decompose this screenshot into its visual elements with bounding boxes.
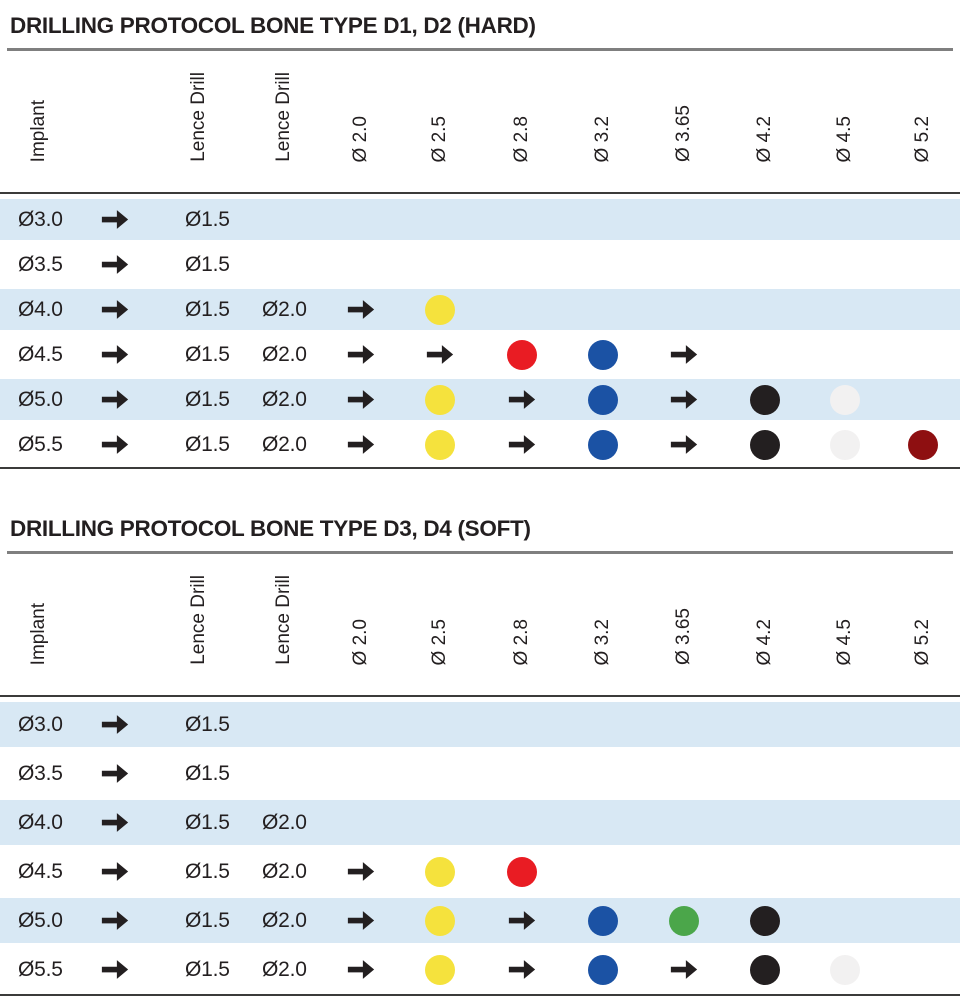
cell-arrow — [322, 377, 399, 422]
cell-empty — [322, 197, 399, 242]
cell-arrow — [78, 847, 152, 896]
right-arrow-icon — [425, 343, 455, 366]
drill-dot-darkred — [908, 430, 938, 460]
cell-arrow — [78, 242, 152, 287]
right-arrow-icon — [100, 343, 130, 366]
cell-arrow — [78, 945, 152, 994]
cell-empty — [885, 700, 960, 749]
cell-empty — [643, 197, 724, 242]
table-row — [0, 332, 960, 377]
column-header — [245, 51, 322, 192]
cell-arrow — [78, 197, 152, 242]
drill-dot-blue — [588, 430, 618, 460]
table-bottom-divider — [0, 467, 960, 469]
cell-arrow — [78, 798, 152, 847]
column-header-label: Ø 3.2 — [591, 115, 613, 162]
cell-empty — [724, 242, 805, 287]
cell-text: Ø1.5 — [185, 387, 230, 411]
cell-dot — [805, 377, 885, 422]
cell-text: Ø4.0 — [18, 810, 63, 834]
cell-dot — [481, 847, 562, 896]
cell-arrow — [78, 287, 152, 332]
column-header-label: Ø 2.0 — [349, 115, 371, 162]
cell-empty — [481, 700, 562, 749]
table-row — [0, 422, 960, 467]
column-header-label: Ø 3.65 — [672, 104, 694, 162]
cell-empty — [481, 749, 562, 798]
drill-dot-blue — [588, 906, 618, 936]
cell-empty — [322, 700, 399, 749]
table-row — [0, 798, 960, 847]
right-arrow-icon — [669, 343, 699, 366]
cell-arrow — [322, 287, 399, 332]
cell-dot — [399, 896, 481, 945]
cell-dot — [562, 332, 643, 377]
column-header-label: Ø 2.5 — [429, 115, 450, 162]
cell-text: Ø2.0 — [262, 859, 307, 883]
column-header — [562, 51, 643, 192]
cell-empty — [885, 798, 960, 847]
cell-arrow — [78, 332, 152, 377]
column-header — [481, 51, 562, 192]
column-header-label: Implant — [28, 99, 49, 162]
drill-dot-yellow — [425, 385, 455, 415]
cell-empty — [562, 798, 643, 847]
right-arrow-icon — [346, 958, 376, 981]
column-header-label: Ø 2.8 — [510, 618, 532, 665]
drill-dot-white — [830, 385, 860, 415]
right-arrow-icon — [100, 860, 130, 883]
cell-empty — [885, 287, 960, 332]
drill-dot-white — [830, 430, 860, 460]
cell-dot — [399, 945, 481, 994]
column-header — [322, 51, 399, 192]
table-row — [0, 847, 960, 896]
cell-arrow — [78, 896, 152, 945]
drill-dot-yellow — [425, 430, 455, 460]
cell-text: Ø1.5 — [185, 712, 230, 736]
cell-text: Ø5.0 — [18, 387, 63, 411]
cell-empty — [805, 749, 885, 798]
cell-empty — [399, 749, 481, 798]
cell-text: Ø5.5 — [18, 432, 63, 456]
cell-empty — [724, 197, 805, 242]
cell-empty — [643, 287, 724, 332]
cell-dot — [399, 287, 481, 332]
cell-empty — [562, 749, 643, 798]
table-header-row — [0, 554, 960, 695]
cell-empty — [805, 847, 885, 896]
cell-empty — [245, 197, 322, 242]
cell-arrow — [322, 896, 399, 945]
right-arrow-icon — [507, 388, 537, 411]
cell-empty — [481, 798, 562, 847]
cell-arrow — [78, 422, 152, 467]
cell-empty — [885, 377, 960, 422]
cell-text: Ø3.5 — [18, 761, 63, 785]
cell-text: Ø1.5 — [185, 207, 230, 231]
cell-empty — [724, 798, 805, 847]
cell-empty — [724, 332, 805, 377]
table-row — [0, 896, 960, 945]
cell-text: Ø1.5 — [185, 859, 230, 883]
cell-dot — [724, 896, 805, 945]
protocol-table-soft — [0, 503, 960, 996]
column-header — [152, 51, 245, 192]
cell-empty — [562, 242, 643, 287]
right-arrow-icon — [507, 433, 537, 456]
cell-empty — [245, 749, 322, 798]
cell-arrow — [78, 749, 152, 798]
right-arrow-icon — [100, 253, 130, 276]
cell-text: Ø2.0 — [262, 908, 307, 932]
cell-empty — [562, 287, 643, 332]
drill-dot-yellow — [425, 955, 455, 985]
table-body — [0, 194, 960, 467]
column-header-label: Lence Drill — [272, 575, 294, 665]
cell-empty — [643, 242, 724, 287]
column-header-label: Ø 2.0 — [349, 618, 371, 665]
table-row — [0, 377, 960, 422]
cell-dot — [562, 377, 643, 422]
column-header-label: Ø 4.5 — [834, 115, 855, 162]
cell-empty — [245, 242, 322, 287]
column-header-label: Lence Drill — [272, 72, 294, 162]
column-header — [322, 554, 399, 695]
drill-dot-blue — [588, 955, 618, 985]
cell-arrow — [481, 377, 562, 422]
cell-dot — [562, 896, 643, 945]
cell-arrow — [399, 332, 481, 377]
table-row — [0, 287, 960, 332]
cell-empty — [885, 847, 960, 896]
drill-dot-yellow — [425, 906, 455, 936]
cell-dot — [399, 422, 481, 467]
drill-dot-blue — [588, 385, 618, 415]
cell-dot — [724, 945, 805, 994]
cell-dot — [724, 422, 805, 467]
cell-empty — [562, 847, 643, 896]
cell-text: Ø2.0 — [262, 387, 307, 411]
column-header — [724, 51, 805, 192]
right-arrow-icon — [346, 860, 376, 883]
drill-dot-red — [507, 340, 537, 370]
right-arrow-icon — [346, 343, 376, 366]
column-header — [643, 51, 724, 192]
cell-empty — [724, 700, 805, 749]
cell-text: Ø5.5 — [18, 957, 63, 981]
drill-dot-white — [830, 955, 860, 985]
column-header — [481, 554, 562, 695]
cell-empty — [885, 896, 960, 945]
cell-text: Ø5.0 — [18, 908, 63, 932]
cell-text: Ø1.5 — [185, 908, 230, 932]
cell-arrow — [78, 700, 152, 749]
cell-text: Ø1.5 — [185, 252, 230, 276]
cell-dot — [481, 332, 562, 377]
cell-empty — [885, 945, 960, 994]
cell-text: Ø1.5 — [185, 342, 230, 366]
column-header — [805, 51, 885, 192]
right-arrow-icon — [100, 433, 130, 456]
column-header-label: Ø 4.2 — [753, 115, 775, 162]
cell-empty — [805, 197, 885, 242]
cell-empty — [805, 287, 885, 332]
right-arrow-icon — [669, 958, 699, 981]
cell-arrow — [643, 377, 724, 422]
cell-empty — [805, 896, 885, 945]
column-header-label: Ø 3.65 — [672, 607, 694, 665]
cell-dot — [805, 422, 885, 467]
cell-arrow — [643, 945, 724, 994]
column-header — [643, 554, 724, 695]
column-header — [245, 554, 322, 695]
table-row — [0, 242, 960, 287]
column-header — [885, 51, 960, 192]
column-header — [78, 554, 152, 695]
cell-text: Ø4.0 — [18, 297, 63, 321]
cell-text: Ø2.0 — [262, 342, 307, 366]
cell-empty — [885, 242, 960, 287]
cell-text: Ø4.5 — [18, 859, 63, 883]
column-header-label: Ø 4.5 — [834, 618, 855, 665]
drill-dot-black — [750, 430, 780, 460]
column-header-label: Lence Drill — [187, 72, 209, 162]
right-arrow-icon — [346, 388, 376, 411]
cell-empty — [724, 287, 805, 332]
column-header-label: Ø 3.2 — [591, 618, 613, 665]
column-header — [78, 51, 152, 192]
drill-dot-yellow — [425, 857, 455, 887]
column-header-label: Ø 5.2 — [911, 115, 933, 162]
cell-empty — [643, 847, 724, 896]
cell-text: Ø3.0 — [18, 207, 63, 231]
page-title: DRILLING PROTOCOL BONE TYPE D3, D4 (SOFT) — [10, 516, 531, 541]
cell-dot — [562, 422, 643, 467]
cell-empty — [885, 749, 960, 798]
right-arrow-icon — [669, 388, 699, 411]
column-header — [0, 554, 78, 695]
column-header — [724, 554, 805, 695]
table-row — [0, 749, 960, 798]
cell-dot — [399, 377, 481, 422]
cell-dot — [724, 377, 805, 422]
cell-arrow — [481, 945, 562, 994]
right-arrow-icon — [100, 388, 130, 411]
cell-arrow — [322, 945, 399, 994]
column-header — [885, 554, 960, 695]
column-header — [805, 554, 885, 695]
cell-empty — [805, 700, 885, 749]
table-row — [0, 700, 960, 749]
cell-empty — [399, 798, 481, 847]
cell-empty — [805, 798, 885, 847]
cell-empty — [885, 332, 960, 377]
cell-dot — [643, 896, 724, 945]
cell-text: Ø1.5 — [185, 810, 230, 834]
cell-empty — [562, 700, 643, 749]
right-arrow-icon — [507, 958, 537, 981]
column-header-label: Ø 5.2 — [911, 618, 933, 665]
cell-arrow — [643, 422, 724, 467]
protocol-table-hard — [0, 0, 960, 469]
cell-text: Ø2.0 — [262, 432, 307, 456]
cell-empty — [643, 798, 724, 847]
cell-arrow — [481, 422, 562, 467]
table-header-row — [0, 51, 960, 192]
column-header-label: Implant — [28, 602, 49, 665]
cell-text: Ø1.5 — [185, 761, 230, 785]
drill-dot-red — [507, 857, 537, 887]
right-arrow-icon — [100, 298, 130, 321]
cell-empty — [399, 197, 481, 242]
table-row — [0, 945, 960, 994]
drill-dot-black — [750, 906, 780, 936]
column-header — [0, 51, 78, 192]
cell-empty — [562, 197, 643, 242]
right-arrow-icon — [100, 208, 130, 231]
cell-empty — [724, 749, 805, 798]
cell-arrow — [78, 377, 152, 422]
cell-text: Ø2.0 — [262, 957, 307, 981]
cell-empty — [481, 242, 562, 287]
cell-empty — [724, 847, 805, 896]
drill-dot-blue — [588, 340, 618, 370]
right-arrow-icon — [100, 713, 130, 736]
column-header-label: Ø 4.2 — [753, 618, 775, 665]
right-arrow-icon — [100, 811, 130, 834]
column-header-label: Lence Drill — [187, 575, 209, 665]
cell-empty — [481, 287, 562, 332]
cell-empty — [322, 798, 399, 847]
column-header — [152, 554, 245, 695]
cell-text: Ø1.5 — [185, 957, 230, 981]
cell-empty — [245, 700, 322, 749]
cell-text: Ø2.0 — [262, 810, 307, 834]
cell-dot — [399, 847, 481, 896]
drill-dot-black — [750, 385, 780, 415]
cell-text: Ø3.0 — [18, 712, 63, 736]
drill-dot-green — [669, 906, 699, 936]
column-header-label: Ø 2.8 — [510, 115, 532, 162]
cell-empty — [885, 197, 960, 242]
right-arrow-icon — [346, 298, 376, 321]
right-arrow-icon — [100, 762, 130, 785]
cell-arrow — [322, 847, 399, 896]
cell-text: Ø3.5 — [18, 252, 63, 276]
cell-empty — [399, 700, 481, 749]
right-arrow-icon — [507, 909, 537, 932]
column-header-label: Ø 2.5 — [429, 618, 450, 665]
right-arrow-icon — [346, 433, 376, 456]
column-header — [399, 51, 481, 192]
cell-empty — [322, 242, 399, 287]
drill-dot-yellow — [425, 295, 455, 325]
drill-dot-black — [750, 955, 780, 985]
page-title: DRILLING PROTOCOL BONE TYPE D1, D2 (HARD) — [10, 13, 536, 38]
table-body — [0, 697, 960, 994]
cell-text: Ø2.0 — [262, 297, 307, 321]
cell-dot — [885, 422, 960, 467]
cell-arrow — [481, 896, 562, 945]
right-arrow-icon — [346, 909, 376, 932]
cell-arrow — [322, 422, 399, 467]
cell-arrow — [322, 332, 399, 377]
cell-empty — [481, 197, 562, 242]
cell-empty — [643, 700, 724, 749]
column-header — [399, 554, 481, 695]
cell-empty — [399, 242, 481, 287]
table-row — [0, 197, 960, 242]
cell-empty — [322, 749, 399, 798]
right-arrow-icon — [100, 958, 130, 981]
cell-text: Ø1.5 — [185, 432, 230, 456]
column-header — [562, 554, 643, 695]
cell-empty — [643, 749, 724, 798]
cell-dot — [562, 945, 643, 994]
right-arrow-icon — [100, 909, 130, 932]
cell-text: Ø4.5 — [18, 342, 63, 366]
cell-arrow — [643, 332, 724, 377]
right-arrow-icon — [669, 433, 699, 456]
cell-empty — [805, 332, 885, 377]
cell-dot — [805, 945, 885, 994]
cell-text: Ø1.5 — [185, 297, 230, 321]
cell-empty — [805, 242, 885, 287]
